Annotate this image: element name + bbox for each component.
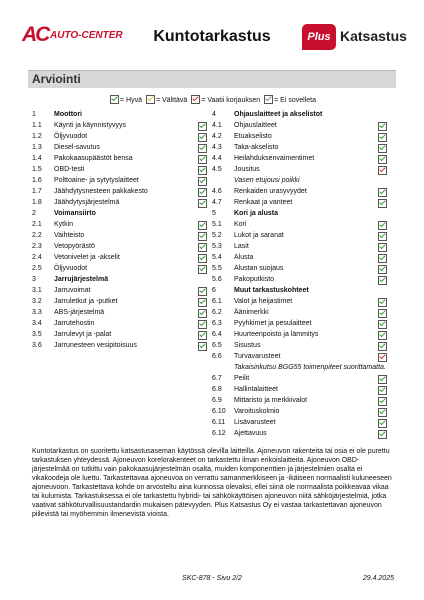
inspection-row [212, 307, 388, 318]
checkbox-ok-icon [198, 221, 207, 230]
item-number: 2.5 [32, 265, 42, 272]
item-number: 3.2 [32, 298, 42, 305]
inspection-row [32, 120, 208, 131]
item-label: Mittaristo ja merkkivalot [234, 397, 308, 404]
item-label: Hallintalaitteet [234, 386, 278, 393]
item-label: Moottori [54, 111, 82, 118]
checkbox-ok-icon [198, 309, 207, 318]
item-label: Öljyvuodot [54, 133, 88, 140]
item-label: Takaisinkutsu BGG55 toimenpiteet suorittamatta. [234, 364, 386, 371]
inspection-row [212, 120, 388, 131]
inspection-row [32, 285, 208, 296]
inspection-row [212, 340, 388, 351]
item-number: 4.7 [212, 199, 222, 206]
checkbox-ok-icon [378, 265, 387, 274]
item-label: Kytkin [54, 221, 74, 228]
item-label: Öljyvuodot [54, 265, 88, 272]
item-number: 2.3 [32, 243, 42, 250]
checkbox-warn-icon [146, 95, 155, 104]
inspection-column-left [32, 109, 208, 351]
plus-katsastus-logo [302, 24, 408, 50]
item-label: Jäähdytysjärjestelmä [54, 199, 120, 206]
item-label: Pyyhkimet ja pesulaitteet [234, 320, 312, 327]
checkbox-bad-icon [191, 95, 200, 104]
inspection-row [32, 263, 208, 274]
inspection-row [212, 219, 388, 230]
item-label: Etuakselisto [234, 133, 272, 140]
checkbox-ok-icon [198, 265, 207, 274]
item-label: Ajettavuus [234, 430, 267, 437]
checkbox-ok-icon [378, 342, 387, 351]
inspection-row [212, 351, 388, 362]
checkbox-ok-icon [378, 309, 387, 318]
item-number: 3.4 [32, 320, 42, 327]
checkbox-ok-icon [378, 386, 387, 395]
inspection-row [212, 230, 388, 241]
item-label: Jarrulevyt ja -palat [54, 331, 112, 338]
inspection-row [212, 131, 388, 142]
page-title: Kuntotarkastus [153, 28, 271, 45]
inspection-row [32, 296, 208, 307]
item-label: Diesel-savutus [54, 144, 100, 151]
plus-logo-badge: Plus [302, 24, 336, 50]
item-number: 4.3 [212, 144, 222, 151]
section-header [28, 70, 396, 88]
finding-note [212, 362, 388, 373]
item-number: 6 [212, 287, 216, 294]
checkbox-ok-icon [198, 144, 207, 153]
footer-page-info: SKC-878 - Sivu 2/2 [182, 575, 242, 582]
category-heading [32, 274, 208, 285]
item-number: 4.6 [212, 188, 222, 195]
checkbox-bad-icon [378, 353, 387, 362]
item-label: Valot ja heijastimet [234, 298, 293, 305]
item-label: Alusta [234, 254, 254, 261]
item-label: Lisävarusteet [234, 419, 276, 426]
item-number: 6.4 [212, 331, 222, 338]
plus-logo-text: Katsastus [340, 28, 407, 44]
inspection-row [212, 252, 388, 263]
item-number: 5.5 [212, 265, 222, 272]
item-label: Polttoaine- ja sytytyslaitteet [54, 177, 139, 184]
item-number: 1.3 [32, 144, 42, 151]
item-label: Huurteenpoisto ja lämmitys [234, 331, 319, 338]
item-number: 1 [32, 111, 36, 118]
item-number: 3 [32, 276, 36, 283]
checkbox-ok-icon [110, 95, 119, 104]
item-number: 6.7 [212, 375, 222, 382]
inspection-row [212, 164, 388, 175]
legend-label: = Vaatii korjauksen [201, 97, 261, 104]
inspection-row [212, 274, 388, 285]
checkbox-ok-icon [198, 342, 207, 351]
inspection-row [32, 186, 208, 197]
inspection-row [212, 263, 388, 274]
item-number: 2.4 [32, 254, 42, 261]
inspection-row [212, 241, 388, 252]
checkbox-ok-icon [378, 375, 387, 384]
checkbox-ok-icon [378, 419, 387, 428]
checkbox-ok-icon [198, 166, 207, 175]
inspection-row [32, 153, 208, 164]
checkbox-ok-icon [198, 188, 207, 197]
inspection-row [212, 296, 388, 307]
item-number: 6.11 [212, 419, 226, 426]
item-label: Jarrujärjestelmä [54, 276, 109, 283]
inspection-row [212, 153, 388, 164]
item-number: 6.6 [212, 353, 222, 360]
item-number: 4 [212, 111, 216, 118]
checkbox-ok-icon [378, 221, 387, 230]
inspection-row [212, 406, 388, 417]
item-number: 6.8 [212, 386, 222, 393]
legend-label: = Hyvä [120, 97, 142, 104]
auto-center-logo-mark: AC [22, 23, 49, 46]
item-number: 1.7 [32, 188, 42, 195]
item-number: 1.2 [32, 133, 42, 140]
legend-label: = Välttävä [155, 97, 188, 104]
item-number: 6.5 [212, 342, 222, 349]
inspection-row [32, 252, 208, 263]
inspection-row [32, 307, 208, 318]
inspection-row [212, 373, 388, 384]
item-number: 1.6 [32, 177, 42, 184]
item-number: 2 [32, 210, 36, 217]
checkbox-ok-icon [378, 397, 387, 406]
checkbox-ok-icon [378, 430, 387, 439]
item-label: Turvavarusteet [234, 353, 281, 360]
item-number: 4.4 [212, 155, 222, 162]
item-number: 6.10 [212, 408, 226, 415]
item-number: 1.5 [32, 166, 42, 173]
legend-label: = Ei sovelleta [274, 97, 316, 104]
checkbox-ok-icon [198, 155, 207, 164]
checkbox-ok-icon [378, 133, 387, 142]
checkbox-ok-icon [198, 320, 207, 329]
item-label: Kori [234, 221, 247, 228]
item-label: Pakokaasupäästöt bensa [54, 155, 133, 162]
inspection-row [32, 175, 208, 186]
checkbox-ok-icon [198, 177, 207, 186]
item-label: Vasen etujousi poikki [234, 177, 300, 184]
inspection-row [32, 142, 208, 153]
checkbox-na-icon [264, 95, 273, 104]
item-label: Alustan suojaus [234, 265, 284, 272]
checkbox-ok-icon [198, 232, 207, 241]
item-number: 1.1 [32, 122, 42, 129]
item-label: Lasit [234, 243, 249, 250]
item-number: 5.1 [212, 221, 222, 228]
item-label: Vetonivelet ja -akselit [54, 254, 120, 261]
inspection-row [32, 241, 208, 252]
item-label: Jousitus [234, 166, 260, 173]
item-number: 6.1 [212, 298, 222, 305]
item-number: 4.2 [212, 133, 222, 140]
item-number: 5.6 [212, 276, 222, 283]
item-label: Jarrutehostin [54, 320, 95, 327]
checkbox-ok-icon [198, 287, 207, 296]
category-heading [32, 208, 208, 219]
checkbox-ok-icon [198, 199, 207, 208]
checkbox-ok-icon [378, 144, 387, 153]
inspection-row [32, 197, 208, 208]
page-header [0, 0, 424, 62]
item-number: 3.3 [32, 309, 42, 316]
item-label: Jarruvoimat [54, 287, 91, 294]
footer-date: 29.4.2025 [362, 575, 394, 582]
inspection-row [212, 384, 388, 395]
inspection-row [212, 395, 388, 406]
checkbox-ok-icon [198, 298, 207, 307]
category-heading [212, 109, 388, 120]
item-number: 5.4 [212, 254, 222, 261]
checkbox-bad-icon [378, 166, 387, 175]
legend-item [146, 95, 187, 104]
item-number: 6.3 [212, 320, 222, 327]
checkbox-ok-icon [198, 133, 207, 142]
auto-center-logo-text: AUTO-CENTER [50, 30, 123, 41]
inspection-row [212, 318, 388, 329]
item-number: 5 [212, 210, 216, 217]
inspection-row [212, 186, 388, 197]
item-label: OBD-testi [54, 166, 85, 173]
section-title: Arviointi [32, 72, 81, 86]
item-number: 5.2 [212, 232, 222, 239]
item-number: 1.4 [32, 155, 42, 162]
checkbox-ok-icon [378, 122, 387, 131]
item-label: Jarrunesteen vesipitoisuus [54, 342, 137, 349]
item-label: Käynti ja käynnistyvyys [54, 122, 126, 129]
checkbox-ok-icon [378, 188, 387, 197]
item-label: Kori ja alusta [234, 210, 278, 217]
item-label: Ohjauslaitteet [234, 122, 277, 129]
inspection-row [212, 329, 388, 340]
item-number: 2.1 [32, 221, 42, 228]
item-label: Taka-akselisto [234, 144, 279, 151]
checkbox-ok-icon [378, 199, 387, 208]
finding-note [212, 175, 388, 186]
checkbox-ok-icon [198, 243, 207, 252]
item-number: 2.2 [32, 232, 42, 239]
inspection-row [32, 219, 208, 230]
item-number: 6.12 [212, 430, 226, 437]
item-number: 5.3 [212, 243, 222, 250]
item-label: Jarruletkut ja -putket [54, 298, 118, 305]
inspection-row [32, 340, 208, 351]
legend-item [191, 95, 260, 104]
item-number: 4.5 [212, 166, 222, 173]
legend-item [110, 95, 142, 104]
checkbox-ok-icon [378, 155, 387, 164]
checkbox-ok-icon [198, 122, 207, 131]
item-label: Renkaat ja vanteet [234, 199, 293, 206]
legend-item [264, 95, 316, 104]
inspection-row [212, 417, 388, 428]
inspection-row [212, 142, 388, 153]
inspection-column-right [212, 109, 388, 439]
inspection-row [32, 329, 208, 340]
category-heading [212, 208, 388, 219]
item-label: Vetopyörästö [54, 243, 95, 250]
item-label: Peilit [234, 375, 250, 382]
inspection-row [32, 131, 208, 142]
item-label: Äänimerkki [234, 309, 269, 316]
item-label: Lukot ja saranat [234, 232, 284, 239]
item-number: 1.8 [32, 199, 42, 206]
item-label: Varoituskolmio [234, 408, 280, 415]
checkbox-ok-icon [378, 408, 387, 417]
inspection-row [32, 318, 208, 329]
inspection-row [32, 230, 208, 241]
checkbox-ok-icon [378, 320, 387, 329]
item-number: 3.6 [32, 342, 42, 349]
checkbox-ok-icon [378, 232, 387, 241]
checkbox-ok-icon [198, 254, 207, 263]
item-label: Sisustus [234, 342, 261, 349]
item-label: Ohjauslaitteet ja akselistot [234, 111, 323, 118]
item-number: 4.1 [212, 122, 222, 129]
checkbox-ok-icon [378, 276, 387, 285]
inspection-row [32, 164, 208, 175]
inspection-row [212, 197, 388, 208]
item-label: Jäähdytysnesteen pakkakesto [54, 188, 148, 195]
checkbox-ok-icon [378, 331, 387, 340]
status-legend [110, 95, 410, 107]
checkbox-ok-icon [378, 298, 387, 307]
category-heading [32, 109, 208, 120]
checkbox-ok-icon [378, 243, 387, 252]
item-label: Heilahduksenvaimentimet [234, 155, 315, 162]
item-label: Pakoputkisto [234, 276, 275, 283]
item-number: 6.9 [212, 397, 222, 404]
item-number: 3.1 [32, 287, 42, 294]
item-label: Renkaiden urasyvyydet [234, 188, 307, 195]
checkbox-ok-icon [198, 331, 207, 340]
item-number: 3.5 [32, 331, 42, 338]
item-label: ABS-järjestelmä [54, 309, 105, 316]
item-number: 6.2 [212, 309, 222, 316]
inspection-row [212, 428, 388, 439]
item-label: Muut tarkastuskohteet [234, 287, 309, 294]
item-label: Voimansiirto [54, 210, 96, 217]
disclaimer-text: Kuntotarkastus on suoritettu katsastusaseman käytössä olevilla laitteilla. Ajoneuvon rakenteita tai osia ei ole purettu tarkastuksen yhteydessä. Ajoneuvon korelorakenteet on tarkastettu ilman erikoislaitteita. Ajoneuvon OBD-järjestelmää on tutkittu vain pakokaasujärjestelmän osalta, muiden komponenttien ja järjestelmien osalta ei vikakoodeja ole luettu. Tarkastettavaa ajoneuvoa on verrattu samanmerkkiseen ja -ikäiseen normaalisti kuluneeseen ajoneuvoon. Tarkastettava kohde on arvosteltu aina kunnossa olevaksi, ellei siinä ole normaalista poikkeavaa vikaa tai kulumista. Tarkastuksessa ei ole tarkastettu hybridi- tai sähkökäyttöisen ajoneuvon niitä sähköjärjestelmiä, jotka vaativat sähköturvallisuustandardin mukaisen pätevyyden. Plus Katsastus Oy ei vastaa tarkastettavan ajoneuvon piilevistä tai myöhemmin ilmenevistä vioista. [32, 448, 392, 518]
checkbox-ok-icon [378, 254, 387, 263]
category-heading [212, 285, 388, 296]
item-label: Vaihteisto [54, 232, 85, 239]
